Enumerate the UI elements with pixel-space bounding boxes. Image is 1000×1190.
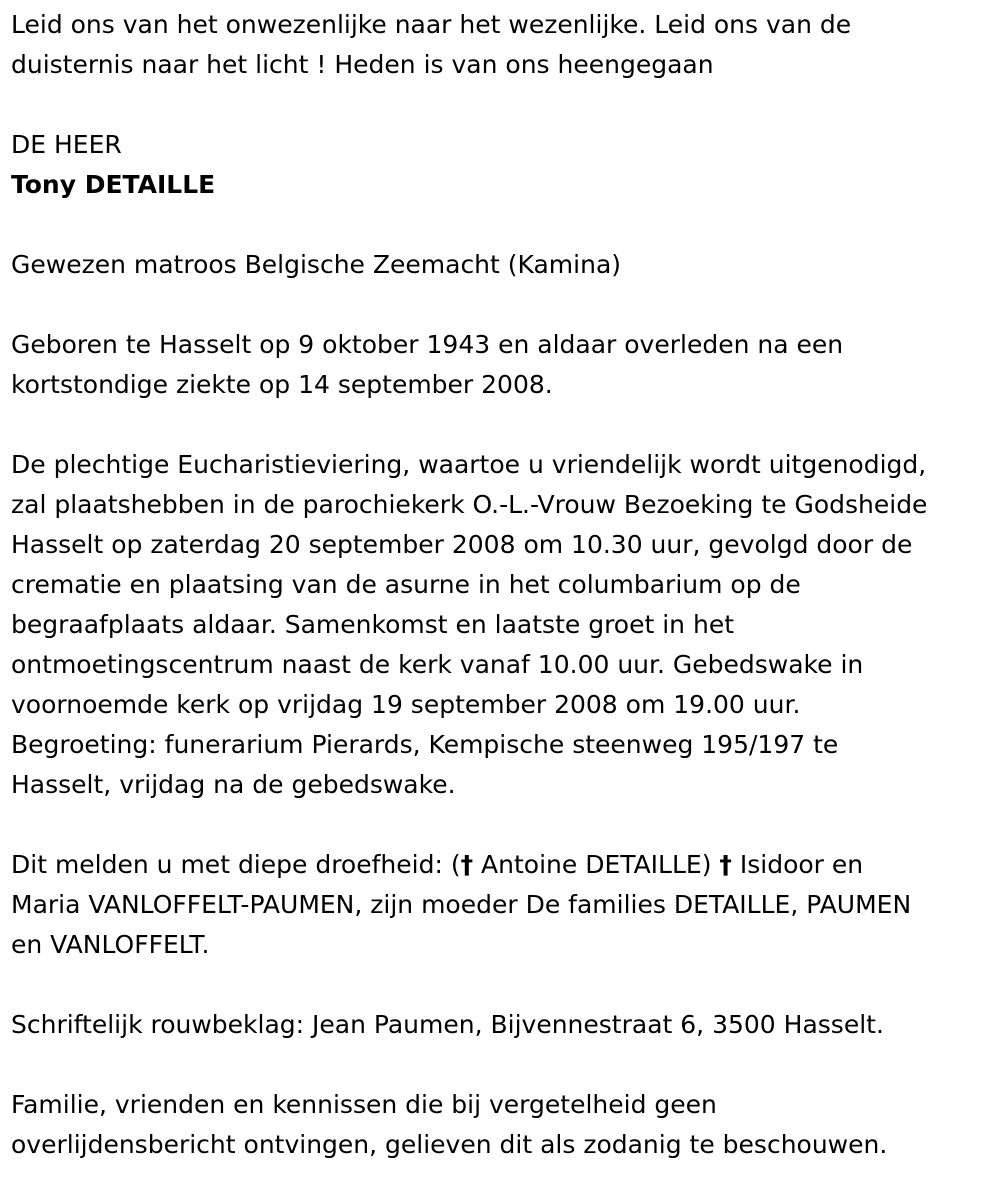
intro-line: Leid ons van het onwezenlijke naar het wezenlijke. Leid ons van de: [11, 10, 852, 39]
ceremony-line: De plechtige Eucharistieviering, waartoe u vriendelijk wordt uitgenodigd,: [11, 450, 927, 479]
deceased-name: Tony DETAILLE: [11, 170, 216, 199]
closing-line: overlijdensbericht ontvingen, gelieven dit als zodanig te beschouwen.: [11, 1130, 888, 1159]
ceremony-line: Begroeting: funerarium Pierards, Kempische steenweg 195/197 te: [11, 730, 839, 759]
announcement-text: Isidoor en: [731, 850, 864, 879]
cross-icon: †: [719, 850, 732, 879]
intro-paragraph: [11, 5, 991, 85]
deceased-title: DE HEER: [11, 130, 122, 159]
announcement-line: Maria VANLOFFELT-PAUMEN, zijn moeder De families DETAILLE, PAUMEN: [11, 890, 912, 919]
announcement-text: Dit melden u met diepe droefheid: (: [11, 850, 461, 879]
announcement-text: Antoine DETAILLE): [473, 850, 720, 879]
announcement-line: en VANLOFFELT.: [11, 930, 210, 959]
birth-death-paragraph: [11, 325, 991, 405]
occupation-paragraph: [11, 245, 991, 285]
ceremony-line: zal plaatshebben in de parochiekerk O.-L.-Vrouw Bezoeking te Godsheide: [11, 490, 928, 519]
closing-line: Familie, vrienden en kennissen die bij vergetelheid geen: [11, 1090, 717, 1119]
intro-line: duisternis naar het licht ! Heden is van ons heengegaan: [11, 50, 714, 79]
condolences-line: Schriftelijk rouwbeklag: Jean Paumen, Bijvennestraat 6, 3500 Hasselt.: [11, 1010, 884, 1039]
ceremony-line: voornoemde kerk op vrijdag 19 september 2008 om 19.00 uur.: [11, 690, 801, 719]
ceremony-line: Hasselt op zaterdag 20 september 2008 om 10.30 uur, gevolgd door de: [11, 530, 913, 559]
occupation-line: Gewezen matroos Belgische Zeemacht (Kamina): [11, 250, 622, 279]
ceremony-line: Hasselt, vrijdag na de gebedswake.: [11, 770, 456, 799]
ceremony-line: ontmoetingscentrum naast de kerk vanaf 10.00 uur. Gebedswake in: [11, 650, 864, 679]
ceremony-line: begraafplaats aldaar. Samenkomst en laatste groet in het: [11, 610, 734, 639]
obituary-document: [11, 5, 991, 1165]
announcement-line: [11, 845, 991, 885]
deceased-block: [11, 125, 991, 205]
birth-death-line: Geboren te Hasselt op 9 oktober 1943 en aldaar overleden na een: [11, 330, 844, 359]
announcement-paragraph: [11, 845, 991, 965]
condolences-paragraph: [11, 1005, 991, 1045]
ceremony-paragraph: [11, 445, 991, 805]
birth-death-line: kortstondige ziekte op 14 september 2008.: [11, 370, 553, 399]
closing-paragraph: [11, 1085, 991, 1165]
cross-icon: †: [460, 850, 474, 879]
ceremony-line: crematie en plaatsing van de asurne in het columbarium op de: [11, 570, 801, 599]
